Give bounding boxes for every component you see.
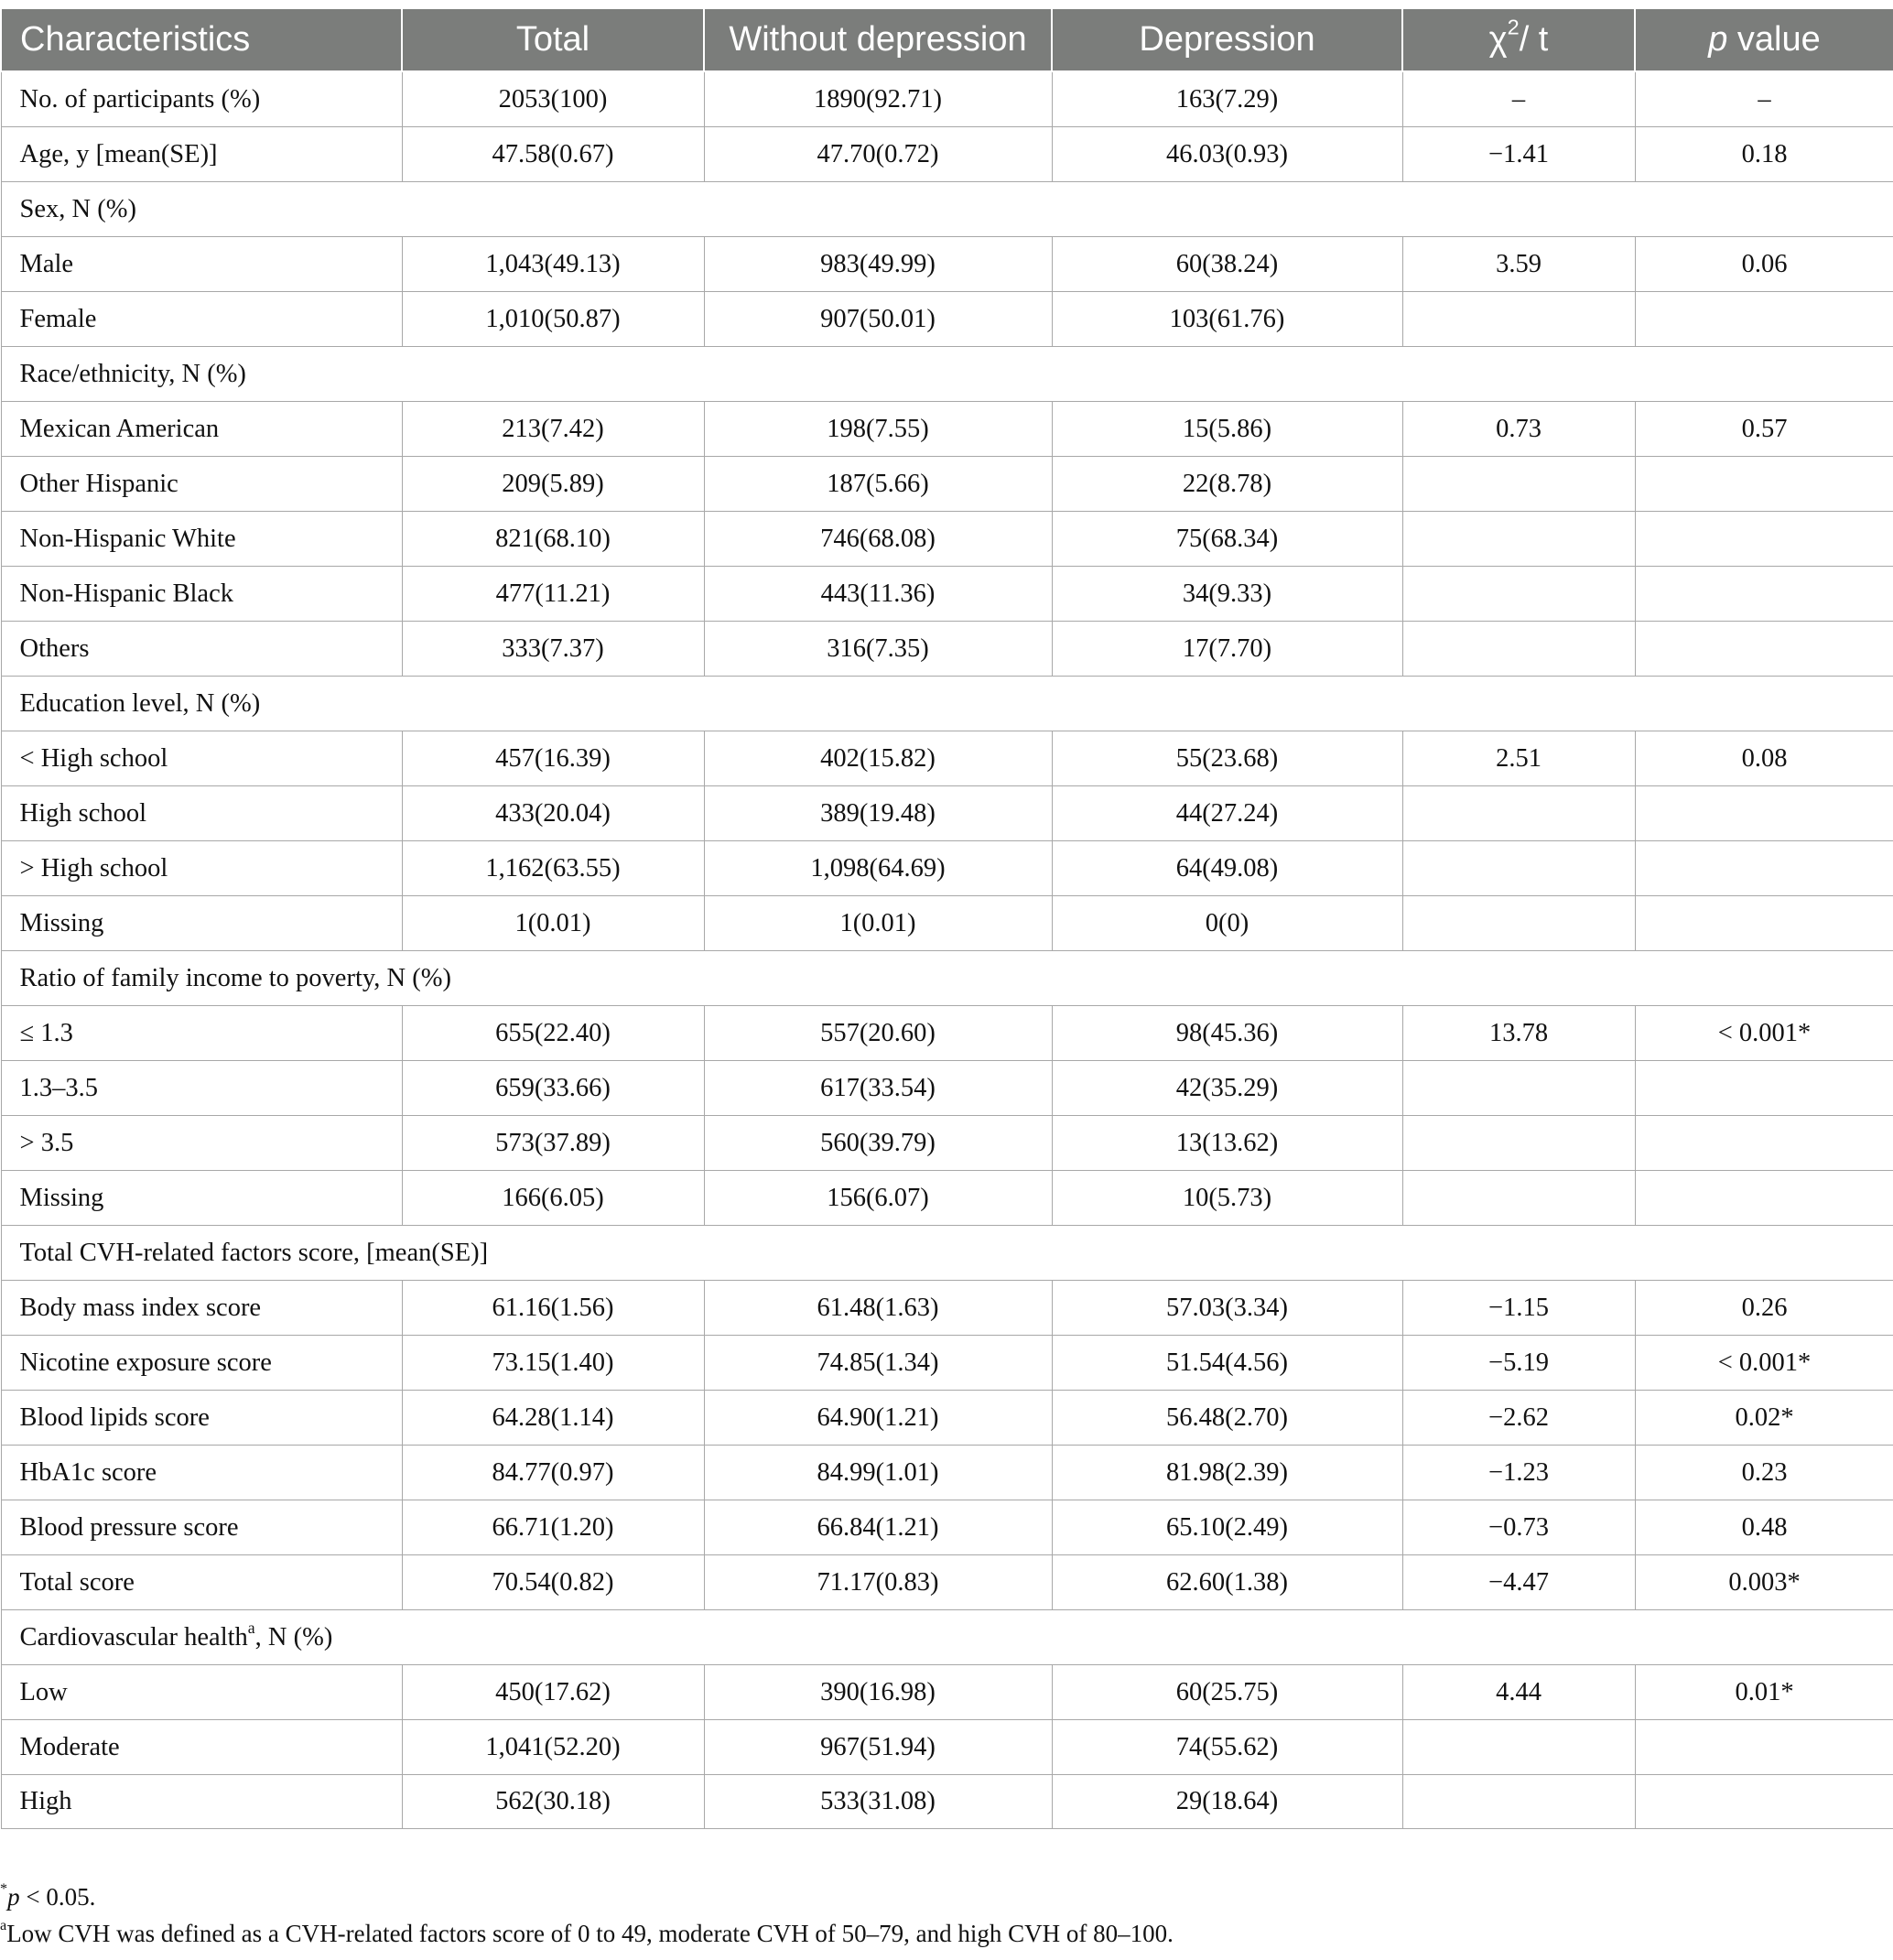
cell-statistic: −5.19	[1402, 1336, 1635, 1391]
cell-depression: 15(5.86)	[1052, 402, 1402, 457]
cell-depression: 103(61.76)	[1052, 292, 1402, 347]
row-label: Nicotine exposure score	[1, 1336, 402, 1391]
header-without-depression: Without depression	[704, 8, 1052, 71]
table-row	[1, 567, 1893, 622]
cell-depression: 56.48(2.70)	[1052, 1391, 1402, 1446]
cell-p: –	[1635, 71, 1893, 127]
cell-p	[1635, 622, 1893, 677]
cell-depression: 10(5.73)	[1052, 1171, 1402, 1226]
cell-without: 66.84(1.21)	[704, 1500, 1052, 1555]
table-row	[1, 237, 1893, 292]
cell-depression: 60(38.24)	[1052, 237, 1402, 292]
cell-depression: 74(55.62)	[1052, 1720, 1402, 1775]
cell-p	[1635, 292, 1893, 347]
chi-rest: / t	[1519, 20, 1549, 59]
row-label: Male	[1, 237, 402, 292]
cell-without: 557(20.60)	[704, 1006, 1052, 1061]
cell-p: 0.26	[1635, 1281, 1893, 1336]
cell-total: 61.16(1.56)	[402, 1281, 704, 1336]
section-row	[1, 182, 1893, 237]
cell-depression: 34(9.33)	[1052, 567, 1402, 622]
cell-without: 443(11.36)	[704, 567, 1052, 622]
cell-p	[1635, 1116, 1893, 1171]
cell-statistic: –	[1402, 71, 1635, 127]
cell-statistic	[1402, 841, 1635, 896]
cell-p	[1635, 457, 1893, 512]
cell-total: 1,162(63.55)	[402, 841, 704, 896]
table-row	[1, 402, 1893, 457]
row-label: Blood lipids score	[1, 1391, 402, 1446]
row-label: Mexican American	[1, 402, 402, 457]
header-characteristics: Characteristics	[1, 8, 402, 71]
table-row	[1, 457, 1893, 512]
cell-without: 1890(92.71)	[704, 71, 1052, 127]
cell-p	[1635, 841, 1893, 896]
row-label: High	[1, 1775, 402, 1829]
cell-statistic: 13.78	[1402, 1006, 1635, 1061]
cell-without: 74.85(1.34)	[704, 1336, 1052, 1391]
cell-p: 0.57	[1635, 402, 1893, 457]
cell-without: 61.48(1.63)	[704, 1281, 1052, 1336]
cell-total: 1,041(52.20)	[402, 1720, 704, 1775]
table-row	[1, 1336, 1893, 1391]
cell-total: 70.54(0.82)	[402, 1555, 704, 1610]
cell-p	[1635, 786, 1893, 841]
cell-total: 1,010(50.87)	[402, 292, 704, 347]
cell-depression: 65.10(2.49)	[1052, 1500, 1402, 1555]
row-label: Non-Hispanic Black	[1, 567, 402, 622]
row-label: High school	[1, 786, 402, 841]
row-label: Other Hispanic	[1, 457, 402, 512]
table-row	[1, 731, 1893, 786]
row-label: HbA1c score	[1, 1446, 402, 1500]
cell-total: 457(16.39)	[402, 731, 704, 786]
cell-p	[1635, 512, 1893, 567]
cell-depression: 75(68.34)	[1052, 512, 1402, 567]
cell-statistic	[1402, 512, 1635, 567]
row-label: Age, y [mean(SE)]	[1, 127, 402, 182]
footnote-significance	[0, 1879, 1174, 1915]
footnote-star: *	[0, 1880, 8, 1898]
cell-without: 156(6.07)	[704, 1171, 1052, 1226]
section-label	[1, 1610, 1893, 1665]
cell-statistic: 2.51	[1402, 731, 1635, 786]
cell-without: 533(31.08)	[704, 1775, 1052, 1829]
cell-without: 907(50.01)	[704, 292, 1052, 347]
p-italic: p	[1708, 20, 1728, 59]
table-row	[1, 1775, 1893, 1829]
section-row	[1, 347, 1893, 402]
cell-p: 0.01*	[1635, 1665, 1893, 1720]
cell-depression: 29(18.64)	[1052, 1775, 1402, 1829]
cell-total: 821(68.10)	[402, 512, 704, 567]
section-label: Education level, N (%)	[1, 677, 1893, 731]
cell-depression: 57.03(3.34)	[1052, 1281, 1402, 1336]
cell-without: 47.70(0.72)	[704, 127, 1052, 182]
cell-total: 1,043(49.13)	[402, 237, 704, 292]
cell-total: 2053(100)	[402, 71, 704, 127]
table-row	[1, 841, 1893, 896]
cell-p	[1635, 1171, 1893, 1226]
cell-statistic	[1402, 786, 1635, 841]
section-row	[1, 677, 1893, 731]
cell-statistic: 4.44	[1402, 1665, 1635, 1720]
cell-statistic: −4.47	[1402, 1555, 1635, 1610]
chi-superscript: 2	[1507, 15, 1520, 39]
cell-statistic	[1402, 1775, 1635, 1829]
cell-statistic	[1402, 1171, 1635, 1226]
cell-without: 389(19.48)	[704, 786, 1052, 841]
table-row	[1, 622, 1893, 677]
cell-p: 0.06	[1635, 237, 1893, 292]
cell-depression: 55(23.68)	[1052, 731, 1402, 786]
cell-depression: 98(45.36)	[1052, 1006, 1402, 1061]
footnote-cvh-definition	[0, 1915, 1174, 1952]
section-label-text: Cardiovascular health	[19, 1622, 248, 1651]
cell-p: 0.02*	[1635, 1391, 1893, 1446]
row-label: > High school	[1, 841, 402, 896]
footnote-cvh-text: Low CVH was defined as a CVH-related factors score of 0 to 49, moderate CVH of 50–79, and high CVH of 80–100.	[6, 1920, 1174, 1947]
cell-p	[1635, 1720, 1893, 1775]
cell-total: 450(17.62)	[402, 1665, 704, 1720]
cell-depression: 46.03(0.93)	[1052, 127, 1402, 182]
table-row	[1, 786, 1893, 841]
cell-statistic	[1402, 1061, 1635, 1116]
cell-total: 655(22.40)	[402, 1006, 704, 1061]
section-label: Sex, N (%)	[1, 182, 1893, 237]
row-label: 1.3–3.5	[1, 1061, 402, 1116]
cell-depression: 17(7.70)	[1052, 622, 1402, 677]
cell-depression: 62.60(1.38)	[1052, 1555, 1402, 1610]
table-row	[1, 1061, 1893, 1116]
header-statistic	[1402, 8, 1635, 71]
cell-depression: 51.54(4.56)	[1052, 1336, 1402, 1391]
table-row	[1, 1500, 1893, 1555]
cell-p	[1635, 896, 1893, 951]
cell-without: 390(16.98)	[704, 1665, 1052, 1720]
table-row	[1, 71, 1893, 127]
cell-statistic	[1402, 896, 1635, 951]
row-label: Non-Hispanic White	[1, 512, 402, 567]
cell-depression: 22(8.78)	[1052, 457, 1402, 512]
cell-total: 84.77(0.97)	[402, 1446, 704, 1500]
table-row	[1, 127, 1893, 182]
cell-total: 573(37.89)	[402, 1116, 704, 1171]
cell-without: 560(39.79)	[704, 1116, 1052, 1171]
row-label: Female	[1, 292, 402, 347]
cell-depression: 44(27.24)	[1052, 786, 1402, 841]
cell-p: 0.18	[1635, 127, 1893, 182]
section-label: Race/ethnicity, N (%)	[1, 347, 1893, 402]
section-label: Ratio of family income to poverty, N (%)	[1, 951, 1893, 1006]
cell-statistic	[1402, 457, 1635, 512]
p-rest: value	[1727, 20, 1821, 59]
cell-statistic: 0.73	[1402, 402, 1635, 457]
cell-statistic: 3.59	[1402, 237, 1635, 292]
cell-p	[1635, 567, 1893, 622]
table-row	[1, 292, 1893, 347]
cell-depression: 81.98(2.39)	[1052, 1446, 1402, 1500]
cell-total: 64.28(1.14)	[402, 1391, 704, 1446]
cell-depression: 42(35.29)	[1052, 1061, 1402, 1116]
cell-statistic: −1.41	[1402, 127, 1635, 182]
section-row	[1, 1610, 1893, 1665]
cell-statistic	[1402, 622, 1635, 677]
chi-symbol: χ	[1488, 20, 1508, 59]
cell-total: 213(7.42)	[402, 402, 704, 457]
table-row	[1, 1391, 1893, 1446]
cell-statistic	[1402, 1116, 1635, 1171]
header-total: Total	[402, 8, 704, 71]
row-label: Body mass index score	[1, 1281, 402, 1336]
table-row	[1, 896, 1893, 951]
cell-without: 71.17(0.83)	[704, 1555, 1052, 1610]
cell-without: 198(7.55)	[704, 402, 1052, 457]
section-row	[1, 1226, 1893, 1281]
header-row	[1, 8, 1893, 71]
row-label: Others	[1, 622, 402, 677]
cell-p: < 0.001*	[1635, 1336, 1893, 1391]
cell-total: 66.71(1.20)	[402, 1500, 704, 1555]
cell-without: 1(0.01)	[704, 896, 1052, 951]
row-label: < High school	[1, 731, 402, 786]
cell-without: 967(51.94)	[704, 1720, 1052, 1775]
row-label: Total score	[1, 1555, 402, 1610]
cell-depression: 13(13.62)	[1052, 1116, 1402, 1171]
cell-statistic	[1402, 292, 1635, 347]
cell-without: 187(5.66)	[704, 457, 1052, 512]
cell-p: < 0.001*	[1635, 1006, 1893, 1061]
cell-total: 477(11.21)	[402, 567, 704, 622]
table-row	[1, 1720, 1893, 1775]
cell-without: 617(33.54)	[704, 1061, 1052, 1116]
cell-statistic: −2.62	[1402, 1391, 1635, 1446]
cell-total: 659(33.66)	[402, 1061, 704, 1116]
cell-total: 73.15(1.40)	[402, 1336, 704, 1391]
table-row	[1, 1116, 1893, 1171]
cell-p: 0.48	[1635, 1500, 1893, 1555]
table-row	[1, 1555, 1893, 1610]
table-container	[0, 7, 1893, 1829]
section-label: Total CVH-related factors score, [mean(SE)]	[1, 1226, 1893, 1281]
cell-without: 1,098(64.69)	[704, 841, 1052, 896]
footnote-p-italic: p	[7, 1883, 20, 1911]
cell-p: 0.08	[1635, 731, 1893, 786]
cell-p: 0.23	[1635, 1446, 1893, 1500]
row-label: Low	[1, 1665, 402, 1720]
table-row	[1, 1665, 1893, 1720]
header-p-value	[1635, 8, 1893, 71]
cell-depression: 60(25.75)	[1052, 1665, 1402, 1720]
cell-statistic: −0.73	[1402, 1500, 1635, 1555]
row-label: No. of participants (%)	[1, 71, 402, 127]
row-label: Moderate	[1, 1720, 402, 1775]
row-label: > 3.5	[1, 1116, 402, 1171]
cell-p	[1635, 1061, 1893, 1116]
section-row	[1, 951, 1893, 1006]
cell-total: 209(5.89)	[402, 457, 704, 512]
table-row	[1, 512, 1893, 567]
footnote-marker: a	[247, 1618, 255, 1637]
cell-without: 84.99(1.01)	[704, 1446, 1052, 1500]
cell-total: 166(6.05)	[402, 1171, 704, 1226]
footnote-marker-a: a	[0, 1917, 7, 1934]
cell-without: 983(49.99)	[704, 237, 1052, 292]
cell-depression: 0(0)	[1052, 896, 1402, 951]
cell-p	[1635, 1775, 1893, 1829]
cell-statistic: −1.23	[1402, 1446, 1635, 1500]
cell-total: 562(30.18)	[402, 1775, 704, 1829]
cell-p: 0.003*	[1635, 1555, 1893, 1610]
cell-without: 316(7.35)	[704, 622, 1052, 677]
row-label: Missing	[1, 1171, 402, 1226]
cell-without: 746(68.08)	[704, 512, 1052, 567]
cell-without: 402(15.82)	[704, 731, 1052, 786]
cell-without: 64.90(1.21)	[704, 1391, 1052, 1446]
footnotes	[0, 1879, 1174, 1952]
cell-statistic	[1402, 1720, 1635, 1775]
characteristics-table	[0, 7, 1893, 1829]
footnote-sig-text: < 0.05.	[19, 1883, 96, 1911]
cell-total: 433(20.04)	[402, 786, 704, 841]
table-row	[1, 1281, 1893, 1336]
cell-depression: 163(7.29)	[1052, 71, 1402, 127]
section-label-suffix: , N (%)	[254, 1622, 333, 1651]
cell-total: 47.58(0.67)	[402, 127, 704, 182]
row-label: ≤ 1.3	[1, 1006, 402, 1061]
header-depression: Depression	[1052, 8, 1402, 71]
table-row	[1, 1446, 1893, 1500]
row-label: Missing	[1, 896, 402, 951]
cell-total: 333(7.37)	[402, 622, 704, 677]
cell-depression: 64(49.08)	[1052, 841, 1402, 896]
cell-statistic: −1.15	[1402, 1281, 1635, 1336]
cell-statistic	[1402, 567, 1635, 622]
table-row	[1, 1006, 1893, 1061]
row-label: Blood pressure score	[1, 1500, 402, 1555]
table-row	[1, 1171, 1893, 1226]
cell-total: 1(0.01)	[402, 896, 704, 951]
